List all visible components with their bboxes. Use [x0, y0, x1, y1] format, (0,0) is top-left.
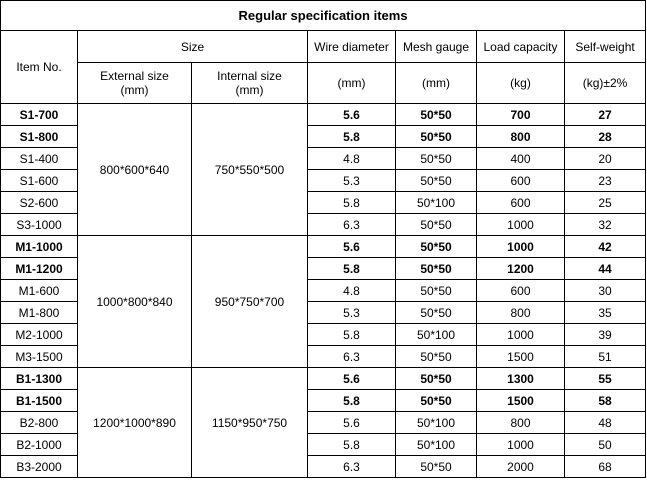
mesh-gauge-cell: 50*100 — [396, 434, 477, 456]
header-load-capacity: Load capacity — [477, 31, 565, 63]
wire-diameter-cell: 5.6 — [308, 368, 396, 390]
mesh-gauge-cell: 50*50 — [396, 104, 477, 126]
item-no-cell: B1-1300 — [1, 368, 78, 390]
wire-diameter-cell: 5.6 — [308, 236, 396, 258]
external-size-cell: 1200*1000*890 — [78, 368, 192, 478]
mesh-gauge-cell: 50*50 — [396, 368, 477, 390]
item-no-cell: S1-400 — [1, 148, 78, 170]
load-capacity-cell: 600 — [477, 170, 565, 192]
self-weight-cell: 32 — [565, 214, 646, 236]
wire-diameter-cell: 5.8 — [308, 390, 396, 412]
wire-diameter-cell: 4.8 — [308, 148, 396, 170]
wire-diameter-cell: 5.8 — [308, 126, 396, 148]
load-capacity-cell: 600 — [477, 192, 565, 214]
load-capacity-cell: 1000 — [477, 434, 565, 456]
header-weight-unit: (kg)±2% — [565, 63, 646, 104]
item-no-cell: S3-1000 — [1, 214, 78, 236]
table-row — [1, 368, 646, 390]
internal-size-cell: 1150*950*750 — [192, 368, 308, 478]
mesh-gauge-cell: 50*50 — [396, 126, 477, 148]
wire-diameter-cell: 6.3 — [308, 456, 396, 478]
wire-diameter-cell: 5.6 — [308, 412, 396, 434]
mesh-gauge-cell: 50*50 — [396, 302, 477, 324]
load-capacity-cell: 2000 — [477, 456, 565, 478]
wire-diameter-cell: 6.3 — [308, 346, 396, 368]
wire-diameter-cell: 5.3 — [308, 302, 396, 324]
item-no-cell: M2-1000 — [1, 324, 78, 346]
wire-diameter-cell: 5.8 — [308, 324, 396, 346]
item-no-cell: M1-600 — [1, 280, 78, 302]
item-no-cell: B3-2000 — [1, 456, 78, 478]
self-weight-cell: 44 — [565, 258, 646, 280]
wire-diameter-cell: 6.3 — [308, 214, 396, 236]
header-size: Size — [78, 31, 308, 63]
self-weight-cell: 51 — [565, 346, 646, 368]
load-capacity-cell: 600 — [477, 280, 565, 302]
self-weight-cell: 27 — [565, 104, 646, 126]
header-self-weight: Self-weight — [565, 31, 646, 63]
self-weight-cell: 28 — [565, 126, 646, 148]
item-no-cell: B2-800 — [1, 412, 78, 434]
item-no-cell: B2-1000 — [1, 434, 78, 456]
self-weight-cell: 25 — [565, 192, 646, 214]
header-wire-diameter: Wire diameter — [308, 31, 396, 63]
internal-size-cell: 750*550*500 — [192, 104, 308, 236]
table-body — [1, 1, 646, 478]
header-mesh-unit: (mm) — [396, 63, 477, 104]
mesh-gauge-cell: 50*50 — [396, 456, 477, 478]
internal-size-cell: 950*750*700 — [192, 236, 308, 368]
load-capacity-cell: 800 — [477, 302, 565, 324]
self-weight-cell: 20 — [565, 148, 646, 170]
load-capacity-cell: 800 — [477, 126, 565, 148]
external-size-cell: 800*600*640 — [78, 104, 192, 236]
item-no-cell: M1-1000 — [1, 236, 78, 258]
item-no-cell: M1-800 — [1, 302, 78, 324]
header-external-size: External size (mm) — [78, 63, 192, 104]
item-no-cell: M3-1500 — [1, 346, 78, 368]
self-weight-cell: 35 — [565, 302, 646, 324]
self-weight-cell: 50 — [565, 434, 646, 456]
item-no-cell: S2-600 — [1, 192, 78, 214]
self-weight-cell: 68 — [565, 456, 646, 478]
load-capacity-cell: 800 — [477, 412, 565, 434]
mesh-gauge-cell: 50*50 — [396, 214, 477, 236]
table-title: Regular specification items — [1, 1, 646, 31]
self-weight-cell: 39 — [565, 324, 646, 346]
header-item-no: Item No. — [1, 31, 78, 104]
self-weight-cell: 42 — [565, 236, 646, 258]
header-row-1 — [1, 31, 646, 63]
self-weight-cell: 30 — [565, 280, 646, 302]
mesh-gauge-cell: 50*100 — [396, 324, 477, 346]
mesh-gauge-cell: 50*50 — [396, 148, 477, 170]
self-weight-cell: 48 — [565, 412, 646, 434]
item-no-cell: S1-800 — [1, 126, 78, 148]
load-capacity-cell: 700 — [477, 104, 565, 126]
header-load-unit: (kg) — [477, 63, 565, 104]
item-no-cell: B1-1500 — [1, 390, 78, 412]
wire-diameter-cell: 5.8 — [308, 434, 396, 456]
external-size-cell: 1000*800*840 — [78, 236, 192, 368]
item-no-cell: M1-1200 — [1, 258, 78, 280]
item-no-cell: S1-600 — [1, 170, 78, 192]
load-capacity-cell: 1500 — [477, 390, 565, 412]
item-no-cell: S1-700 — [1, 104, 78, 126]
header-wire-unit: (mm) — [308, 63, 396, 104]
load-capacity-cell: 1200 — [477, 258, 565, 280]
load-capacity-cell: 1500 — [477, 346, 565, 368]
self-weight-cell: 23 — [565, 170, 646, 192]
mesh-gauge-cell: 50*50 — [396, 346, 477, 368]
mesh-gauge-cell: 50*50 — [396, 236, 477, 258]
load-capacity-cell: 1000 — [477, 236, 565, 258]
wire-diameter-cell: 5.8 — [308, 192, 396, 214]
title-row — [1, 1, 646, 31]
mesh-gauge-cell: 50*50 — [396, 170, 477, 192]
wire-diameter-cell: 5.3 — [308, 170, 396, 192]
header-mesh-gauge: Mesh gauge — [396, 31, 477, 63]
table-row — [1, 236, 646, 258]
load-capacity-cell: 400 — [477, 148, 565, 170]
mesh-gauge-cell: 50*50 — [396, 390, 477, 412]
header-row-2 — [1, 63, 646, 104]
self-weight-cell: 58 — [565, 390, 646, 412]
self-weight-cell: 55 — [565, 368, 646, 390]
table-row — [1, 104, 646, 126]
mesh-gauge-cell: 50*50 — [396, 258, 477, 280]
header-internal-size: Internal size (mm) — [192, 63, 308, 104]
mesh-gauge-cell: 50*100 — [396, 412, 477, 434]
load-capacity-cell: 1300 — [477, 368, 565, 390]
mesh-gauge-cell: 50*50 — [396, 280, 477, 302]
mesh-gauge-cell: 50*100 — [396, 192, 477, 214]
wire-diameter-cell: 5.6 — [308, 104, 396, 126]
load-capacity-cell: 1000 — [477, 324, 565, 346]
wire-diameter-cell: 5.8 — [308, 258, 396, 280]
wire-diameter-cell: 4.8 — [308, 280, 396, 302]
load-capacity-cell: 1000 — [477, 214, 565, 236]
